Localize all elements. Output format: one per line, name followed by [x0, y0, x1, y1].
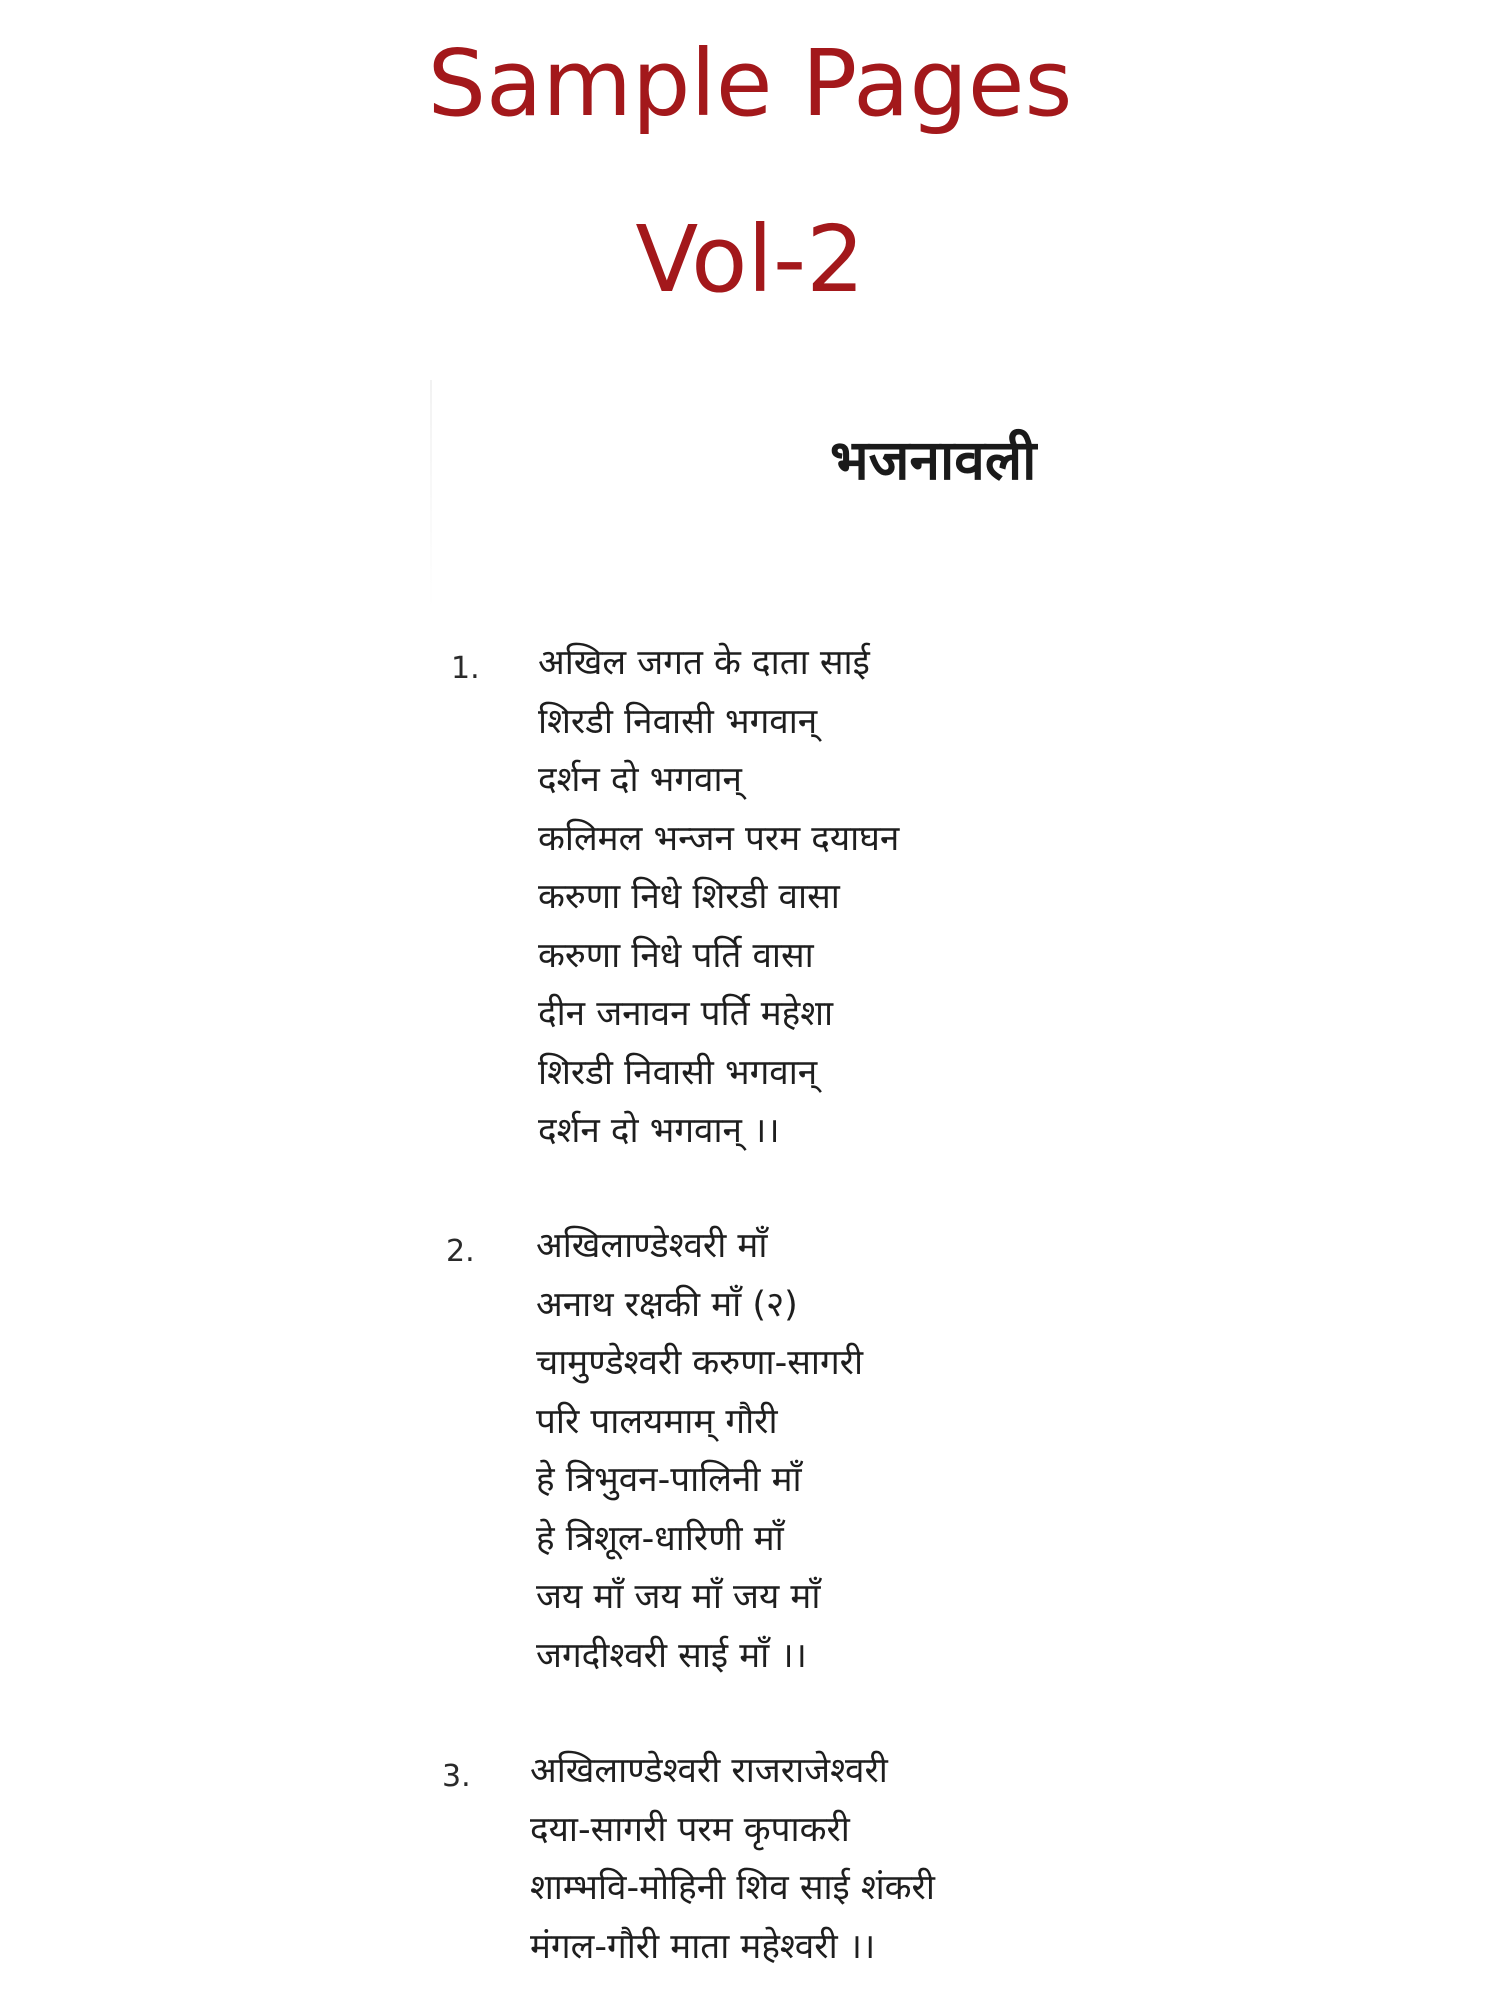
- bhajan-line: शिरडी निवासी भगवान्: [538, 1052, 818, 1093]
- bhajan-line: करुणा निधे शिरडी वासा: [538, 877, 840, 917]
- bhajan-lines: [536, 1217, 863, 1685]
- bhajan-line: अखिल जगत के दाता साई: [538, 643, 870, 683]
- bhajan-line: दर्शन दो भगवान्: [538, 760, 742, 800]
- bhajan-line: मंगल-गौरी माता महेश्वरी ।।: [530, 1926, 876, 1967]
- bhajan-line: चामुण्डेश्वरी करुणा-सागरी: [536, 1343, 864, 1383]
- bhajan-number: 1.: [451, 651, 480, 686]
- bhajan-line: दर्शन दो भगवान् ।।: [538, 1111, 780, 1151]
- book-heading: भजनावली: [830, 427, 1037, 492]
- bhajan-line: जगदीश्वरी साई माँ ।।: [536, 1635, 807, 1676]
- banner-volume: Vol-2: [635, 206, 865, 313]
- bhajan-line: जय माँ जय माँ जय माँ: [536, 1577, 821, 1617]
- bhajan-line: हे त्रिशूल-धारिणी माँ: [536, 1518, 784, 1559]
- banner-title: Sample Pages: [427, 30, 1073, 137]
- bhajan-line: अखिलाण्डेश्वरी राजराजेश्वरी: [530, 1751, 888, 1791]
- bhajan-lines: [530, 1742, 935, 1976]
- bhajan-line: दया-सागरी परम कृपाकरी: [530, 1809, 850, 1850]
- bhajan-number: 2.: [446, 1234, 475, 1269]
- bhajan-line: हे त्रिभुवन-पालिनी माँ: [536, 1460, 802, 1500]
- bhajan-line: अनाथ रक्षकी माँ (२): [536, 1284, 798, 1325]
- bhajan-line: शिरडी निवासी भगवान्: [538, 701, 818, 742]
- bhajan-line: दीन जनावन पर्ति महेशा: [538, 994, 834, 1034]
- bhajan-lines: [538, 634, 899, 1161]
- bhajan-line: परि पालयमाम् गौरी: [536, 1401, 778, 1442]
- scan-edge-shadow: [430, 380, 432, 610]
- bhajan-line: शाम्भवि-मोहिनी शिव साई शंकरी: [530, 1868, 935, 1908]
- bhajan-line: करुणा निधे पर्ति वासा: [538, 935, 814, 976]
- bhajan-number: 3.: [442, 1759, 471, 1794]
- bhajan-line: अखिलाण्डेश्वरी माँ: [536, 1226, 768, 1266]
- bhajan-line: कलिमल भन्जन परम दयाघन: [538, 818, 900, 859]
